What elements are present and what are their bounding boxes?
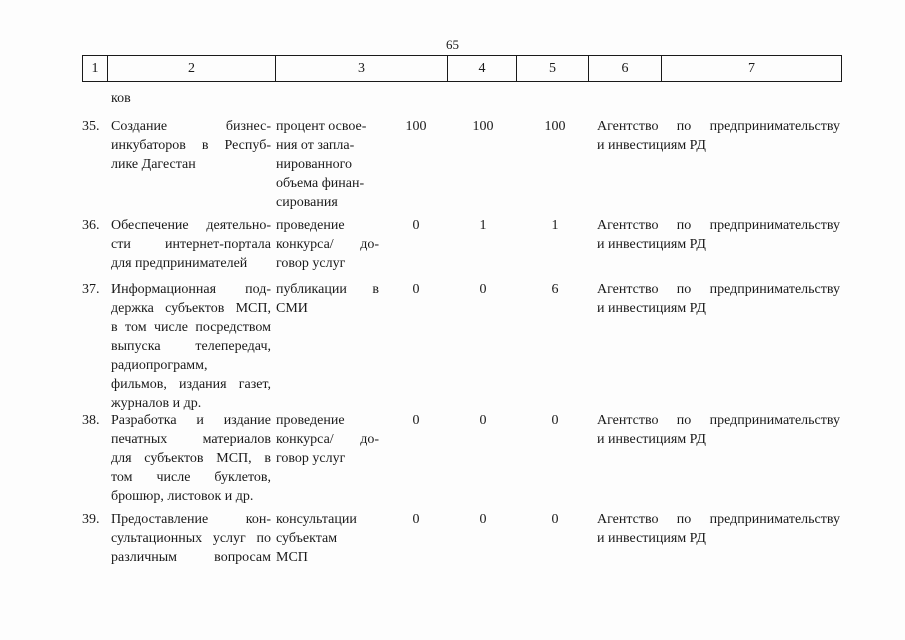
measure-name-line: Обеспечение деятельно- bbox=[111, 218, 271, 233]
measure-name-line: различным вопросам bbox=[111, 550, 271, 565]
column-header-2: 2 bbox=[107, 56, 275, 81]
value-col-6: 100 bbox=[544, 119, 566, 134]
measure-name-line: том числе буклетов, bbox=[111, 470, 271, 485]
indicator-line: МСП bbox=[276, 550, 308, 565]
value-col-5: 0 bbox=[479, 282, 487, 297]
indicator-line: объема финан- bbox=[276, 176, 365, 191]
page-number: 65 bbox=[446, 37, 459, 52]
value-col-4: 0 bbox=[412, 282, 420, 297]
measure-name-line: лике Дагестан bbox=[111, 157, 196, 172]
responsible-line: Агентство по предпринимательству bbox=[597, 119, 840, 134]
measure-name bbox=[111, 117, 271, 174]
measure-name-line: держка субъектов МСП, bbox=[111, 301, 271, 316]
value-col-5: 1 bbox=[479, 218, 487, 233]
indicator-line: публикации в bbox=[276, 282, 379, 297]
responsible-line: Агентство по предпринимательству bbox=[597, 512, 840, 527]
responsible-line: Агентство по предпринимательству bbox=[597, 282, 840, 297]
value-col-4: 0 bbox=[412, 218, 420, 233]
measure-name-line: Разработка и издание bbox=[111, 413, 271, 428]
column-header-6: 6 bbox=[588, 56, 661, 81]
indicator-line: проведение bbox=[276, 218, 345, 233]
measure-name-line: для предпринимателей bbox=[111, 256, 248, 271]
column-header-4: 4 bbox=[447, 56, 516, 81]
measure-name-line: для субъектов МСП, в bbox=[111, 451, 271, 466]
responsible-line: Агентство по предпринимательству bbox=[597, 218, 840, 233]
indicator-line: процент освое- bbox=[276, 119, 367, 134]
measure-name-line: Создание бизнес- bbox=[111, 119, 271, 134]
measure-name-line: радиопрограмм, bbox=[111, 358, 208, 373]
responsible-line: и инвестициям РД bbox=[597, 237, 706, 252]
measure-name-line: Информационная под- bbox=[111, 282, 271, 297]
responsible-line: и инвестициям РД bbox=[597, 432, 706, 447]
value-col-6: 6 bbox=[551, 282, 559, 297]
measure-name bbox=[111, 510, 271, 567]
value-col-6: 1 bbox=[551, 218, 559, 233]
row-number: 38. bbox=[82, 413, 100, 428]
value-col-4: 100 bbox=[405, 119, 427, 134]
responsible-line: и инвестициям РД bbox=[597, 531, 706, 546]
measure-name-line: брошюр, листовок и др. bbox=[111, 489, 254, 504]
row-number: 36. bbox=[82, 218, 100, 233]
row-number: 35. bbox=[82, 119, 100, 134]
value-col-4: 0 bbox=[412, 413, 420, 428]
indicator-line: ния от запла- bbox=[276, 138, 355, 153]
responsible bbox=[597, 117, 840, 155]
indicator bbox=[276, 411, 379, 468]
value-col-5: 0 bbox=[479, 512, 487, 527]
column-header-5: 5 bbox=[516, 56, 588, 81]
measure-name-line: Предоставление кон- bbox=[111, 512, 271, 527]
responsible-line: и инвестициям РД bbox=[597, 301, 706, 316]
measure-name-line: фильмов, издания газет, bbox=[111, 377, 271, 392]
column-header-7: 7 bbox=[661, 56, 841, 81]
indicator-line: конкурса/ до- bbox=[276, 237, 379, 252]
measure-name-line: печатных материалов bbox=[111, 432, 271, 447]
indicator-line: СМИ bbox=[276, 301, 308, 316]
value-col-5: 100 bbox=[472, 119, 494, 134]
indicator-line: консультации bbox=[276, 512, 357, 527]
measure-name-line: выпуска телепередач, bbox=[111, 339, 271, 354]
indicator-line: говор услуг bbox=[276, 451, 346, 466]
measure-name-line: сультационных услуг по bbox=[111, 531, 271, 546]
measure-name bbox=[111, 216, 271, 273]
column-header-3: 3 bbox=[275, 56, 447, 81]
indicator-line: конкурса/ до- bbox=[276, 432, 379, 447]
indicator-line: проведение bbox=[276, 413, 345, 428]
value-col-6: 0 bbox=[551, 512, 559, 527]
indicator bbox=[276, 117, 379, 212]
responsible bbox=[597, 216, 840, 254]
indicator-line: сирования bbox=[276, 195, 338, 210]
indicator-line: субъектам bbox=[276, 531, 338, 546]
measure-name bbox=[111, 280, 271, 413]
responsible bbox=[597, 411, 840, 449]
indicator-line: говор услуг bbox=[276, 256, 346, 271]
indicator bbox=[276, 510, 379, 567]
measure-name-line: инкубаторов в Респуб- bbox=[111, 138, 271, 153]
measure-name-line: в том числе посредством bbox=[111, 320, 271, 335]
indicator bbox=[276, 280, 379, 318]
indicator bbox=[276, 216, 379, 273]
value-col-5: 0 bbox=[479, 413, 487, 428]
indicator-line: нированного bbox=[276, 157, 353, 172]
column-header-1: 1 bbox=[91, 60, 99, 76]
value-col-4: 0 bbox=[412, 512, 420, 527]
table-header bbox=[82, 55, 842, 82]
measure-name-line: журналов и др. bbox=[111, 396, 202, 411]
measure-name-line: сти интернет-портала bbox=[111, 237, 271, 252]
continuation-text: ков bbox=[111, 91, 131, 106]
responsible-line: Агентство по предпринимательству bbox=[597, 413, 840, 428]
responsible bbox=[597, 280, 840, 318]
responsible bbox=[597, 510, 840, 548]
value-col-6: 0 bbox=[551, 413, 559, 428]
responsible-line: и инвестициям РД bbox=[597, 138, 706, 153]
row-number: 37. bbox=[82, 282, 100, 297]
measure-name bbox=[111, 411, 271, 506]
row-number: 39. bbox=[82, 512, 100, 527]
